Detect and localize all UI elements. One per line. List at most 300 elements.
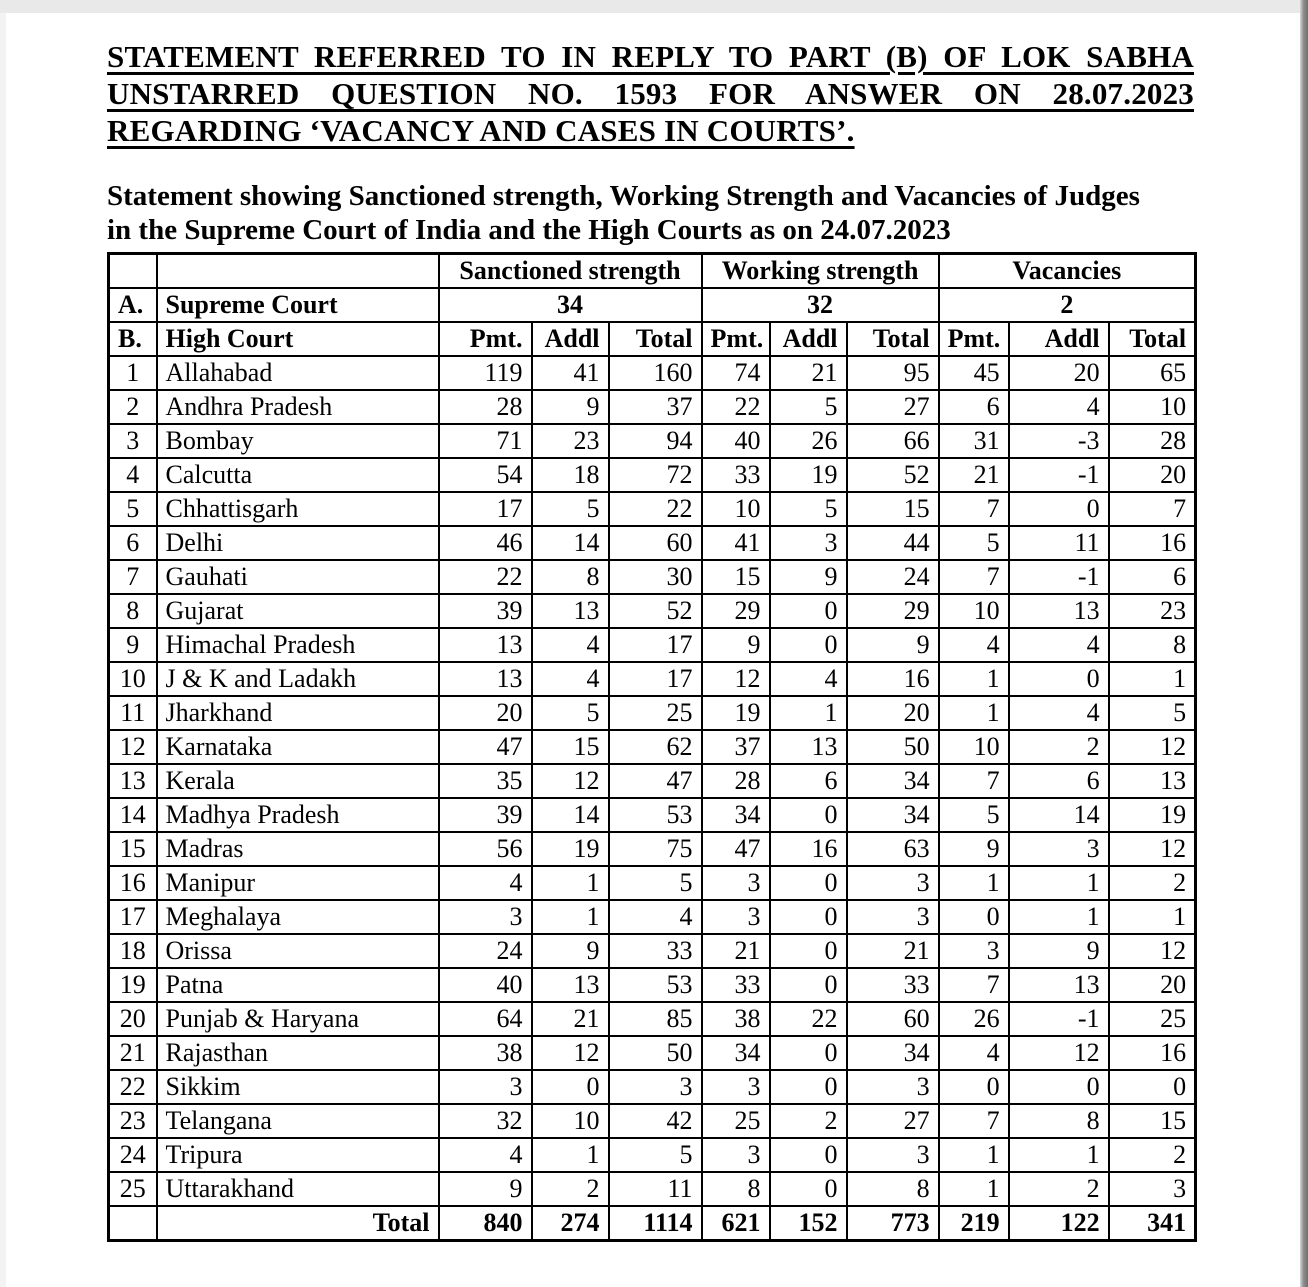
subtitle-line-2: in the Supreme Court of India and the High Courts as on 24.07.2023 <box>107 214 951 246</box>
row-value: 9 <box>439 1172 532 1206</box>
row-sno: 19 <box>109 968 157 1002</box>
row-value: 65 <box>1109 356 1196 390</box>
total-value: 152 <box>770 1206 847 1241</box>
row-value: 34 <box>847 764 939 798</box>
row-value: 2 <box>770 1104 847 1138</box>
row-value: 21 <box>702 934 770 968</box>
row-value: 46 <box>439 526 532 560</box>
table-row <box>109 526 1196 560</box>
total-row <box>109 1206 1196 1241</box>
table-row <box>109 594 1196 628</box>
row-value: 2 <box>1109 1138 1196 1172</box>
row-value: 1 <box>1109 662 1196 696</box>
row-name: Gujarat <box>157 594 439 628</box>
row-value: 14 <box>532 526 609 560</box>
row-value: 47 <box>439 730 532 764</box>
row-sno: 6 <box>109 526 157 560</box>
row-value: 6 <box>939 390 1009 424</box>
row-value: 2 <box>532 1172 609 1206</box>
row-value: 8 <box>532 560 609 594</box>
table-row <box>109 866 1196 900</box>
row-value: 7 <box>939 764 1009 798</box>
row-value: 0 <box>770 628 847 662</box>
row-value: 5 <box>770 390 847 424</box>
total-value: 621 <box>702 1206 770 1241</box>
col-vacancies-pmt: Pmt. <box>939 322 1009 356</box>
row-value: 5 <box>609 866 702 900</box>
row-value: 41 <box>702 526 770 560</box>
row-value: 17 <box>609 628 702 662</box>
row-name: Madras <box>157 832 439 866</box>
row-name: Calcutta <box>157 458 439 492</box>
row-value: -3 <box>1009 424 1109 458</box>
row-value: -1 <box>1009 458 1109 492</box>
row-value: 0 <box>770 934 847 968</box>
page-left-edge <box>0 13 6 1287</box>
table-row <box>109 424 1196 458</box>
table-row <box>109 1172 1196 1206</box>
document-page <box>107 38 1194 1242</box>
row-sno: 12 <box>109 730 157 764</box>
row-value: 20 <box>439 696 532 730</box>
row-value: 1 <box>770 696 847 730</box>
row-value: 20 <box>1109 968 1196 1002</box>
row-value: 28 <box>702 764 770 798</box>
row-value: 26 <box>939 1002 1009 1036</box>
row-sno: 21 <box>109 1036 157 1070</box>
table-row <box>109 832 1196 866</box>
row-value: 7 <box>1109 492 1196 526</box>
table-row <box>109 662 1196 696</box>
row-value: 39 <box>439 798 532 832</box>
row-value: 119 <box>439 356 532 390</box>
row-value: 0 <box>1009 1070 1109 1104</box>
total-value: 840 <box>439 1206 532 1241</box>
row-value: 2 <box>1009 1172 1109 1206</box>
row-value: 5 <box>939 798 1009 832</box>
row-value: 33 <box>609 934 702 968</box>
table-row <box>109 1036 1196 1070</box>
row-value: 37 <box>702 730 770 764</box>
row-value: 12 <box>532 764 609 798</box>
header-sanctioned-strength: Sanctioned strength <box>439 254 702 289</box>
row-value: 28 <box>1109 424 1196 458</box>
row-value: 25 <box>1109 1002 1196 1036</box>
row-value: 23 <box>1109 594 1196 628</box>
row-value: 3 <box>847 900 939 934</box>
row-value: 4 <box>770 662 847 696</box>
table-row <box>109 798 1196 832</box>
row-value: 12 <box>532 1036 609 1070</box>
row-value: 13 <box>1009 594 1109 628</box>
row-value: -1 <box>1009 560 1109 594</box>
row-value: 3 <box>847 866 939 900</box>
row-value: 4 <box>939 1036 1009 1070</box>
row-value: 15 <box>702 560 770 594</box>
row-value: 0 <box>532 1070 609 1104</box>
row-value: 24 <box>847 560 939 594</box>
row-value: 19 <box>702 696 770 730</box>
table-row <box>109 764 1196 798</box>
row-sno: 11 <box>109 696 157 730</box>
supreme-court-sanctioned: 34 <box>439 288 702 322</box>
row-value: 15 <box>847 492 939 526</box>
row-value: 34 <box>847 1036 939 1070</box>
row-sno: 23 <box>109 1104 157 1138</box>
row-sno: 8 <box>109 594 157 628</box>
row-value: 53 <box>609 968 702 1002</box>
row-value: 3 <box>702 866 770 900</box>
row-value: 8 <box>1009 1104 1109 1138</box>
row-value: 25 <box>609 696 702 730</box>
table-row <box>109 458 1196 492</box>
row-sno: 13 <box>109 764 157 798</box>
row-value: 5 <box>1109 696 1196 730</box>
row-value: 33 <box>847 968 939 1002</box>
col-sanctioned-total: Total <box>609 322 702 356</box>
row-name: Allahabad <box>157 356 439 390</box>
row-name: Manipur <box>157 866 439 900</box>
row-sno: 3 <box>109 424 157 458</box>
table-row <box>109 492 1196 526</box>
row-value: 21 <box>847 934 939 968</box>
row-value: 5 <box>532 492 609 526</box>
row-value: 33 <box>702 458 770 492</box>
header-working-strength: Working strength <box>702 254 939 289</box>
row-value: 19 <box>770 458 847 492</box>
row-value: 0 <box>1109 1070 1196 1104</box>
row-value: 38 <box>702 1002 770 1036</box>
row-value: 13 <box>439 628 532 662</box>
row-name: Patna <box>157 968 439 1002</box>
table-row <box>109 390 1196 424</box>
row-value: 4 <box>532 628 609 662</box>
row-value: 10 <box>939 730 1009 764</box>
document-title <box>107 38 1194 149</box>
row-sno: 1 <box>109 356 157 390</box>
row-value: 0 <box>1009 492 1109 526</box>
group-header-row <box>109 254 1196 289</box>
total-value: 773 <box>847 1206 939 1241</box>
row-name: Bombay <box>157 424 439 458</box>
row-name: Tripura <box>157 1138 439 1172</box>
row-value: 13 <box>532 968 609 1002</box>
row-value: 16 <box>847 662 939 696</box>
row-value: 63 <box>847 832 939 866</box>
row-sno: 18 <box>109 934 157 968</box>
row-name: Rajasthan <box>157 1036 439 1070</box>
row-value: 28 <box>439 390 532 424</box>
row-value: 13 <box>1109 764 1196 798</box>
high-court-label: High Court <box>157 322 439 356</box>
row-value: 31 <box>939 424 1009 458</box>
row-value: 22 <box>770 1002 847 1036</box>
table-row <box>109 934 1196 968</box>
high-court-letter: B. <box>109 322 157 356</box>
corner-cell-name <box>157 254 439 289</box>
row-value: 15 <box>532 730 609 764</box>
row-value: 9 <box>847 628 939 662</box>
row-value: 16 <box>1109 1036 1196 1070</box>
row-value: 3 <box>702 1070 770 1104</box>
col-working-total: Total <box>847 322 939 356</box>
row-value: 8 <box>847 1172 939 1206</box>
row-value: 3 <box>1109 1172 1196 1206</box>
row-value: 0 <box>770 1138 847 1172</box>
row-name: Jharkhand <box>157 696 439 730</box>
row-name: Delhi <box>157 526 439 560</box>
row-value: 52 <box>847 458 939 492</box>
corner-cell-sno <box>109 254 157 289</box>
row-value: 1 <box>1109 900 1196 934</box>
supreme-court-vacancies: 2 <box>939 288 1196 322</box>
total-value: 219 <box>939 1206 1009 1241</box>
title-line-2: UNSTARRED QUESTION NO. 1593 FOR ANSWER ON 28.07.2023 <box>107 76 1194 111</box>
row-value: 3 <box>439 900 532 934</box>
subtitle-line-1: Statement showing Sanctioned strength, Working Strength and Vacancies of Judges <box>107 180 1140 212</box>
row-value: 0 <box>1009 662 1109 696</box>
row-name: Meghalaya <box>157 900 439 934</box>
row-value: 37 <box>609 390 702 424</box>
row-value: 10 <box>532 1104 609 1138</box>
row-value: 3 <box>770 526 847 560</box>
total-value: 122 <box>1009 1206 1109 1241</box>
row-value: 50 <box>609 1036 702 1070</box>
row-value: 7 <box>939 1104 1009 1138</box>
row-value: 12 <box>1109 934 1196 968</box>
row-value: 34 <box>702 1036 770 1070</box>
title-line-1: STATEMENT REFERRED TO IN REPLY TO PART (B) OF LOK SABHA <box>107 39 1194 74</box>
row-value: 9 <box>770 560 847 594</box>
row-value: 9 <box>702 628 770 662</box>
row-value: 5 <box>939 526 1009 560</box>
row-name: Madhya Pradesh <box>157 798 439 832</box>
row-value: 52 <box>609 594 702 628</box>
row-value: 11 <box>1009 526 1109 560</box>
row-value: 13 <box>532 594 609 628</box>
row-value: 32 <box>439 1104 532 1138</box>
row-value: 10 <box>702 492 770 526</box>
row-value: 14 <box>532 798 609 832</box>
row-value: 1 <box>939 1172 1009 1206</box>
row-value: 8 <box>702 1172 770 1206</box>
statement-subtitle <box>107 179 1194 247</box>
row-value: 18 <box>532 458 609 492</box>
row-value: 3 <box>1009 832 1109 866</box>
row-value: 0 <box>939 900 1009 934</box>
row-name: Telangana <box>157 1104 439 1138</box>
row-value: 50 <box>847 730 939 764</box>
row-value: 0 <box>770 900 847 934</box>
row-value: 160 <box>609 356 702 390</box>
row-value: 5 <box>609 1138 702 1172</box>
row-value: 17 <box>609 662 702 696</box>
row-value: 20 <box>1109 458 1196 492</box>
row-value: 4 <box>609 900 702 934</box>
row-sno: 7 <box>109 560 157 594</box>
row-sno: 25 <box>109 1172 157 1206</box>
row-value: 0 <box>770 1172 847 1206</box>
row-value: 7 <box>939 492 1009 526</box>
row-value: 2 <box>1109 866 1196 900</box>
row-sno: 10 <box>109 662 157 696</box>
row-value: 4 <box>1009 628 1109 662</box>
row-value: 3 <box>847 1070 939 1104</box>
court-rows <box>109 356 1196 1206</box>
row-value: 12 <box>1009 1036 1109 1070</box>
header-vacancies: Vacancies <box>939 254 1196 289</box>
col-sanctioned-addl: Addl <box>532 322 609 356</box>
table-row <box>109 560 1196 594</box>
row-value: 23 <box>532 424 609 458</box>
row-value: 21 <box>532 1002 609 1036</box>
row-value: 24 <box>439 934 532 968</box>
row-value: 9 <box>1009 934 1109 968</box>
row-value: 54 <box>439 458 532 492</box>
col-working-pmt: Pmt. <box>702 322 770 356</box>
row-sno: 5 <box>109 492 157 526</box>
row-name: J & K and Ladakh <box>157 662 439 696</box>
row-value: 12 <box>1109 832 1196 866</box>
col-vacancies-total: Total <box>1109 322 1196 356</box>
row-sno: 4 <box>109 458 157 492</box>
row-name: Gauhati <box>157 560 439 594</box>
row-name: Punjab & Haryana <box>157 1002 439 1036</box>
row-value: 85 <box>609 1002 702 1036</box>
row-value: 3 <box>702 1138 770 1172</box>
row-value: 4 <box>532 662 609 696</box>
row-name: Chhattisgarh <box>157 492 439 526</box>
row-name: Sikkim <box>157 1070 439 1104</box>
row-value: 10 <box>939 594 1009 628</box>
row-value: 5 <box>770 492 847 526</box>
supreme-court-working: 32 <box>702 288 939 322</box>
total-row-empty-cell <box>109 1206 157 1241</box>
row-value: 1 <box>1009 866 1109 900</box>
row-value: 64 <box>439 1002 532 1036</box>
row-value: 95 <box>847 356 939 390</box>
row-value: 9 <box>939 832 1009 866</box>
row-value: 42 <box>609 1104 702 1138</box>
row-value: 0 <box>939 1070 1009 1104</box>
row-value: 0 <box>770 1036 847 1070</box>
title-line-3: REGARDING ‘VACANCY AND CASES IN COURTS’. <box>107 113 855 148</box>
row-value: 6 <box>1109 560 1196 594</box>
row-name: Karnataka <box>157 730 439 764</box>
page-right-edge <box>1300 0 1308 1287</box>
row-value: 4 <box>939 628 1009 662</box>
row-value: 22 <box>609 492 702 526</box>
row-value: 2 <box>1009 730 1109 764</box>
row-sno: 16 <box>109 866 157 900</box>
row-value: 71 <box>439 424 532 458</box>
row-name: Orissa <box>157 934 439 968</box>
row-value: 27 <box>847 390 939 424</box>
row-value: 1 <box>939 1138 1009 1172</box>
row-value: 19 <box>532 832 609 866</box>
row-value: 9 <box>532 390 609 424</box>
judges-vacancy-table <box>107 252 1197 1242</box>
page-top-edge <box>0 0 1308 13</box>
row-value: 13 <box>770 730 847 764</box>
col-vacancies-addl: Addl <box>1009 322 1109 356</box>
total-value: 274 <box>532 1206 609 1241</box>
row-value: 3 <box>939 934 1009 968</box>
row-value: 6 <box>770 764 847 798</box>
table-row <box>109 900 1196 934</box>
row-value: 39 <box>439 594 532 628</box>
row-name: Kerala <box>157 764 439 798</box>
row-value: 34 <box>847 798 939 832</box>
total-value: 1114 <box>609 1206 702 1241</box>
row-value: 3 <box>609 1070 702 1104</box>
row-value: 47 <box>609 764 702 798</box>
row-value: 94 <box>609 424 702 458</box>
row-value: 41 <box>532 356 609 390</box>
supreme-court-letter: A. <box>109 288 157 322</box>
row-value: 15 <box>1109 1104 1196 1138</box>
table-row <box>109 1104 1196 1138</box>
row-value: 12 <box>1109 730 1196 764</box>
row-sno: 17 <box>109 900 157 934</box>
row-value: 4 <box>1009 696 1109 730</box>
row-name: Andhra Pradesh <box>157 390 439 424</box>
table-row <box>109 968 1196 1002</box>
row-value: 0 <box>770 798 847 832</box>
row-sno: 22 <box>109 1070 157 1104</box>
supreme-court-label: Supreme Court <box>157 288 439 322</box>
row-value: 44 <box>847 526 939 560</box>
row-value: 22 <box>702 390 770 424</box>
row-value: 1 <box>532 900 609 934</box>
row-value: 75 <box>609 832 702 866</box>
row-value: 27 <box>847 1104 939 1138</box>
row-value: 1 <box>939 696 1009 730</box>
row-value: 12 <box>702 662 770 696</box>
table-row <box>109 628 1196 662</box>
row-value: 1 <box>532 866 609 900</box>
row-value: 40 <box>439 968 532 1002</box>
row-value: 25 <box>702 1104 770 1138</box>
row-value: 1 <box>1009 1138 1109 1172</box>
row-value: 62 <box>609 730 702 764</box>
row-value: 26 <box>770 424 847 458</box>
row-sno: 24 <box>109 1138 157 1172</box>
row-value: 8 <box>1109 628 1196 662</box>
row-name: Himachal Pradesh <box>157 628 439 662</box>
table-row <box>109 696 1196 730</box>
row-value: 21 <box>939 458 1009 492</box>
table-row <box>109 1138 1196 1172</box>
row-value: 45 <box>939 356 1009 390</box>
total-value: 341 <box>1109 1206 1196 1241</box>
row-value: 3 <box>439 1070 532 1104</box>
row-value: 0 <box>770 594 847 628</box>
row-name: Uttarakhand <box>157 1172 439 1206</box>
table-row <box>109 1070 1196 1104</box>
row-value: 5 <box>532 696 609 730</box>
row-value: 20 <box>1009 356 1109 390</box>
row-value: 1 <box>1009 900 1109 934</box>
row-value: 38 <box>439 1036 532 1070</box>
row-value: 6 <box>1009 764 1109 798</box>
row-value: 21 <box>770 356 847 390</box>
col-working-addl: Addl <box>770 322 847 356</box>
row-value: 14 <box>1009 798 1109 832</box>
supreme-court-row <box>109 288 1196 322</box>
row-sno: 15 <box>109 832 157 866</box>
row-value: 3 <box>702 900 770 934</box>
